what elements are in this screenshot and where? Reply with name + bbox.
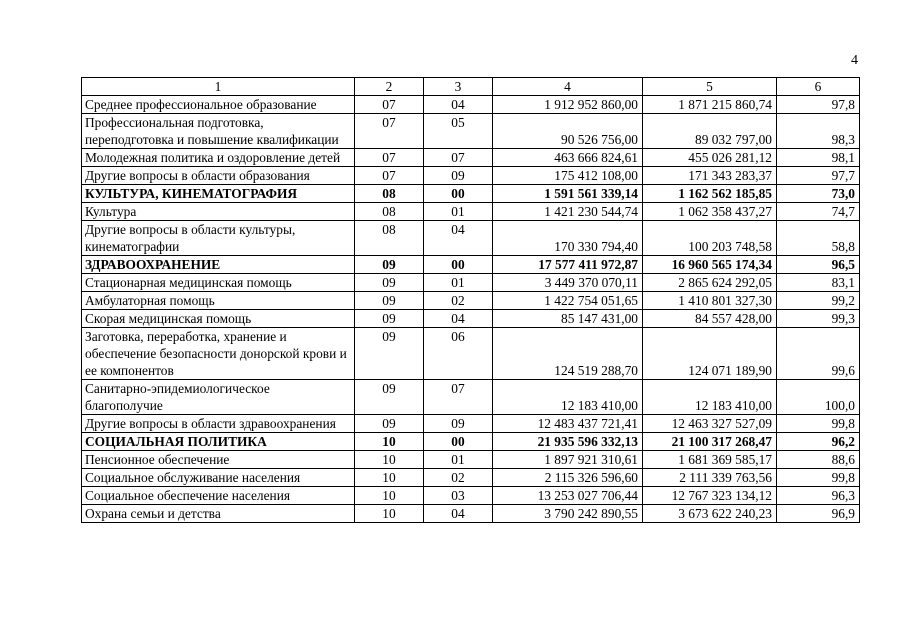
row-name-cell: Социальное обеспечение населения xyxy=(82,487,355,505)
table-row xyxy=(82,185,860,203)
row-plan-cell: 90 526 756,00 xyxy=(493,114,643,149)
table-row xyxy=(82,451,860,469)
row-percent-cell: 97,8 xyxy=(777,96,860,114)
row-fact-cell: 2 111 339 763,56 xyxy=(643,469,777,487)
table-row xyxy=(82,167,860,185)
table-body xyxy=(82,78,860,523)
row-fact-cell: 2 865 624 292,05 xyxy=(643,274,777,292)
row-name-cell: Социальное обслуживание населения xyxy=(82,469,355,487)
row-name-cell: КУЛЬТУРА, КИНЕМАТОГРАФИЯ xyxy=(82,185,355,203)
row-plan-cell: 124 519 288,70 xyxy=(493,328,643,380)
row-section-cell: 09 xyxy=(355,256,424,274)
row-subsection-cell: 05 xyxy=(424,114,493,149)
row-subsection-cell: 00 xyxy=(424,433,493,451)
row-subsection-cell: 07 xyxy=(424,149,493,167)
row-name-cell: Скорая медицинская помощь xyxy=(82,310,355,328)
row-percent-cell: 74,7 xyxy=(777,203,860,221)
row-section-cell: 07 xyxy=(355,149,424,167)
table-row xyxy=(82,274,860,292)
row-percent-cell: 97,7 xyxy=(777,167,860,185)
row-name-cell: Культура xyxy=(82,203,355,221)
row-fact-cell: 16 960 565 174,34 xyxy=(643,256,777,274)
row-fact-cell: 89 032 797,00 xyxy=(643,114,777,149)
row-subsection-cell: 02 xyxy=(424,469,493,487)
row-name-cell: Другие вопросы в области здравоохранения xyxy=(82,415,355,433)
row-percent-cell: 73,0 xyxy=(777,185,860,203)
row-subsection-cell: 01 xyxy=(424,451,493,469)
row-name-cell: Заготовка, переработка, хранение и обеспечение безопасности донорской крови и ее компонентов xyxy=(82,328,355,380)
row-fact-cell: 3 673 622 240,23 xyxy=(643,505,777,523)
row-subsection-cell: 01 xyxy=(424,274,493,292)
row-percent-cell: 88,6 xyxy=(777,451,860,469)
row-subsection-cell: 04 xyxy=(424,96,493,114)
row-section-cell: 08 xyxy=(355,203,424,221)
table-row xyxy=(82,505,860,523)
row-fact-cell: 1 062 358 437,27 xyxy=(643,203,777,221)
row-percent-cell: 98,1 xyxy=(777,149,860,167)
row-fact-cell: 1 410 801 327,30 xyxy=(643,292,777,310)
row-subsection-cell: 09 xyxy=(424,167,493,185)
row-plan-cell: 1 897 921 310,61 xyxy=(493,451,643,469)
row-subsection-cell: 06 xyxy=(424,328,493,380)
row-subsection-cell: 09 xyxy=(424,415,493,433)
row-section-cell: 07 xyxy=(355,167,424,185)
header-cell: 5 xyxy=(643,78,777,96)
table-row xyxy=(82,292,860,310)
row-fact-cell: 455 026 281,12 xyxy=(643,149,777,167)
row-plan-cell: 463 666 824,61 xyxy=(493,149,643,167)
row-section-cell: 10 xyxy=(355,487,424,505)
table-row xyxy=(82,469,860,487)
row-subsection-cell: 00 xyxy=(424,256,493,274)
row-section-cell: 08 xyxy=(355,185,424,203)
row-plan-cell: 1 912 952 860,00 xyxy=(493,96,643,114)
row-section-cell: 10 xyxy=(355,505,424,523)
table-row xyxy=(82,328,860,380)
table-row xyxy=(82,310,860,328)
header-cell: 3 xyxy=(424,78,493,96)
row-percent-cell: 99,6 xyxy=(777,328,860,380)
header-cell: 4 xyxy=(493,78,643,96)
row-plan-cell: 17 577 411 972,87 xyxy=(493,256,643,274)
row-section-cell: 10 xyxy=(355,433,424,451)
row-name-cell: Молодежная политика и оздоровление детей xyxy=(82,149,355,167)
row-section-cell: 09 xyxy=(355,310,424,328)
table-row xyxy=(82,221,860,256)
row-fact-cell: 12 183 410,00 xyxy=(643,380,777,415)
row-fact-cell: 100 203 748,58 xyxy=(643,221,777,256)
row-section-cell: 09 xyxy=(355,380,424,415)
row-subsection-cell: 04 xyxy=(424,505,493,523)
table-row xyxy=(82,149,860,167)
row-percent-cell: 96,2 xyxy=(777,433,860,451)
table-header-row xyxy=(82,78,860,96)
row-plan-cell: 3 790 242 890,55 xyxy=(493,505,643,523)
row-section-cell: 09 xyxy=(355,328,424,380)
header-cell: 6 xyxy=(777,78,860,96)
row-section-cell: 09 xyxy=(355,274,424,292)
row-plan-cell: 3 449 370 070,11 xyxy=(493,274,643,292)
row-subsection-cell: 04 xyxy=(424,310,493,328)
table-row xyxy=(82,114,860,149)
budget-table xyxy=(81,77,860,523)
table-row xyxy=(82,96,860,114)
row-name-cell: Профессиональная подготовка, переподготовка и повышение квалификации xyxy=(82,114,355,149)
row-name-cell: Охрана семьи и детства xyxy=(82,505,355,523)
row-fact-cell: 1 162 562 185,85 xyxy=(643,185,777,203)
row-fact-cell: 12 463 327 527,09 xyxy=(643,415,777,433)
row-plan-cell: 13 253 027 706,44 xyxy=(493,487,643,505)
row-section-cell: 08 xyxy=(355,221,424,256)
row-plan-cell: 1 421 230 544,74 xyxy=(493,203,643,221)
row-section-cell: 07 xyxy=(355,96,424,114)
row-percent-cell: 96,3 xyxy=(777,487,860,505)
row-percent-cell: 98,3 xyxy=(777,114,860,149)
row-fact-cell: 1 681 369 585,17 xyxy=(643,451,777,469)
row-percent-cell: 83,1 xyxy=(777,274,860,292)
row-plan-cell: 85 147 431,00 xyxy=(493,310,643,328)
row-percent-cell: 100,0 xyxy=(777,380,860,415)
row-name-cell: Амбулаторная помощь xyxy=(82,292,355,310)
row-plan-cell: 175 412 108,00 xyxy=(493,167,643,185)
row-plan-cell: 170 330 794,40 xyxy=(493,221,643,256)
row-percent-cell: 99,8 xyxy=(777,469,860,487)
row-percent-cell: 96,5 xyxy=(777,256,860,274)
row-percent-cell: 58,8 xyxy=(777,221,860,256)
row-section-cell: 07 xyxy=(355,114,424,149)
table-row xyxy=(82,415,860,433)
page-number: 4 xyxy=(851,53,858,68)
row-fact-cell: 12 767 323 134,12 xyxy=(643,487,777,505)
row-name-cell: СОЦИАЛЬНАЯ ПОЛИТИКА xyxy=(82,433,355,451)
row-name-cell: Другие вопросы в области культуры, кинематографии xyxy=(82,221,355,256)
row-plan-cell: 12 183 410,00 xyxy=(493,380,643,415)
row-plan-cell: 1 591 561 339,14 xyxy=(493,185,643,203)
row-percent-cell: 96,9 xyxy=(777,505,860,523)
row-plan-cell: 1 422 754 051,65 xyxy=(493,292,643,310)
row-section-cell: 09 xyxy=(355,292,424,310)
row-name-cell: Среднее профессиональное образование xyxy=(82,96,355,114)
row-percent-cell: 99,2 xyxy=(777,292,860,310)
row-name-cell: ЗДРАВООХРАНЕНИЕ xyxy=(82,256,355,274)
row-section-cell: 10 xyxy=(355,469,424,487)
row-plan-cell: 21 935 596 332,13 xyxy=(493,433,643,451)
row-fact-cell: 21 100 317 268,47 xyxy=(643,433,777,451)
row-fact-cell: 1 871 215 860,74 xyxy=(643,96,777,114)
row-plan-cell: 2 115 326 596,60 xyxy=(493,469,643,487)
header-cell: 2 xyxy=(355,78,424,96)
header-cell: 1 xyxy=(82,78,355,96)
table-row xyxy=(82,203,860,221)
row-fact-cell: 171 343 283,37 xyxy=(643,167,777,185)
row-fact-cell: 124 071 189,90 xyxy=(643,328,777,380)
row-percent-cell: 99,3 xyxy=(777,310,860,328)
table-row xyxy=(82,487,860,505)
row-subsection-cell: 01 xyxy=(424,203,493,221)
row-name-cell: Стационарная медицинская помощь xyxy=(82,274,355,292)
row-name-cell: Пенсионное обеспечение xyxy=(82,451,355,469)
row-section-cell: 10 xyxy=(355,451,424,469)
table-row xyxy=(82,256,860,274)
row-plan-cell: 12 483 437 721,41 xyxy=(493,415,643,433)
row-subsection-cell: 00 xyxy=(424,185,493,203)
row-percent-cell: 99,8 xyxy=(777,415,860,433)
table-row xyxy=(82,433,860,451)
table-row xyxy=(82,380,860,415)
row-subsection-cell: 02 xyxy=(424,292,493,310)
row-section-cell: 09 xyxy=(355,415,424,433)
row-name-cell: Санитарно-эпидемиологическое благополучие xyxy=(82,380,355,415)
row-subsection-cell: 07 xyxy=(424,380,493,415)
row-name-cell: Другие вопросы в области образования xyxy=(82,167,355,185)
row-fact-cell: 84 557 428,00 xyxy=(643,310,777,328)
row-subsection-cell: 04 xyxy=(424,221,493,256)
row-subsection-cell: 03 xyxy=(424,487,493,505)
